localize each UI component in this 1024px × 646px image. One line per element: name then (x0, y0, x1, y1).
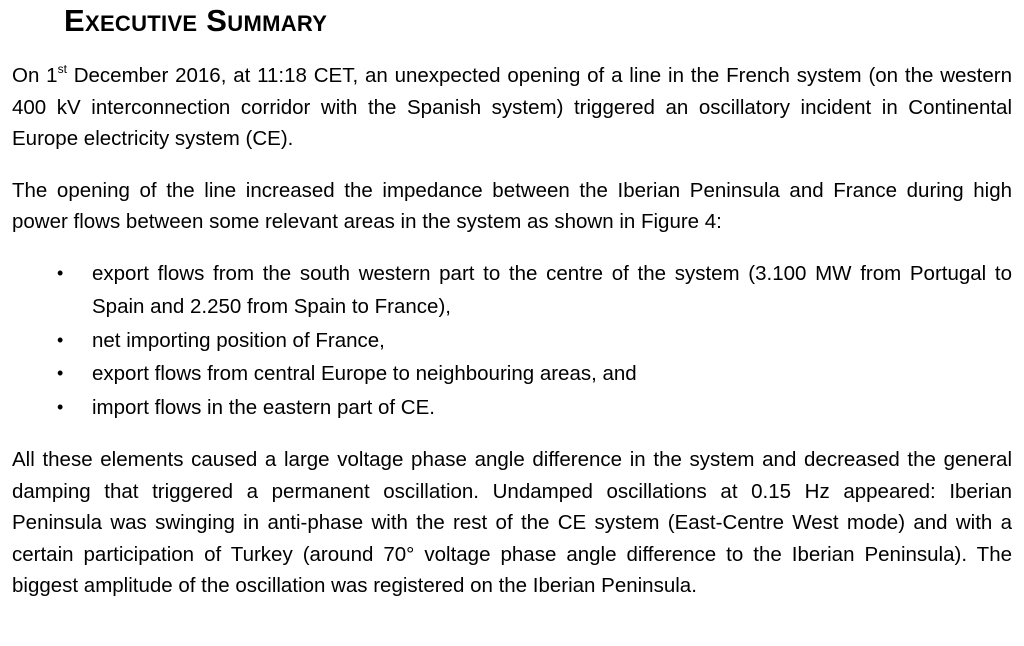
list-item-text: import flows in the eastern part of CE. (92, 395, 435, 419)
list-item (12, 324, 1012, 358)
list-item (12, 357, 1012, 391)
bullet-icon: • (57, 329, 64, 350)
paragraph-impedance: The opening of the line increased the impedance between the Iberian Peninsula and France during high power flows between some relevant areas in the system as shown in Figure 4: (12, 178, 1012, 233)
document-page (12, 0, 1012, 602)
bullet-icon: • (57, 363, 64, 383)
list-item (12, 391, 1012, 425)
ordinal-superscript: st (57, 62, 67, 76)
section-title: Executive Summary (64, 3, 328, 38)
paragraph-oscillation: All these elements caused a large voltage phase angle difference in the system and decreased the general damping that triggered a permanent oscillation. Undamped oscillations at 0.15 Hz appeared: Iberian Peninsula was swinging in anti-phase with the rest of the CE system (East-Centre West mode) and with a certain participation of Turkey (around 70° voltage phase angle difference to the Iberian Peninsula). The biggest amplitude of the oscillation was registered on the Iberian Peninsula. (12, 448, 1012, 597)
paragraph-incident-prefix: On 1 (12, 64, 58, 87)
list-item-text: export flows from central Europe to neighbouring areas, and (92, 362, 637, 385)
flows-list (12, 257, 1012, 425)
bullet-icon: • (57, 396, 64, 417)
list-item-text: export flows from the south western part to the centre of the system (3.100 MW from Portugal to Spain and 2.250 from Spain to France), (92, 261, 1012, 318)
list-item (12, 257, 1012, 324)
paragraph-incident (12, 60, 1012, 155)
paragraph-incident-rest: December 2016, at 11:18 CET, an unexpected opening of a line in the French system (on the western 400 kV interconnection corridor with the Spanish system) triggered an oscillatory incident in Continental Europe electricity system (CE). (12, 64, 1012, 150)
list-item-text: net importing position of France, (92, 328, 385, 352)
bullet-icon: • (57, 262, 64, 283)
